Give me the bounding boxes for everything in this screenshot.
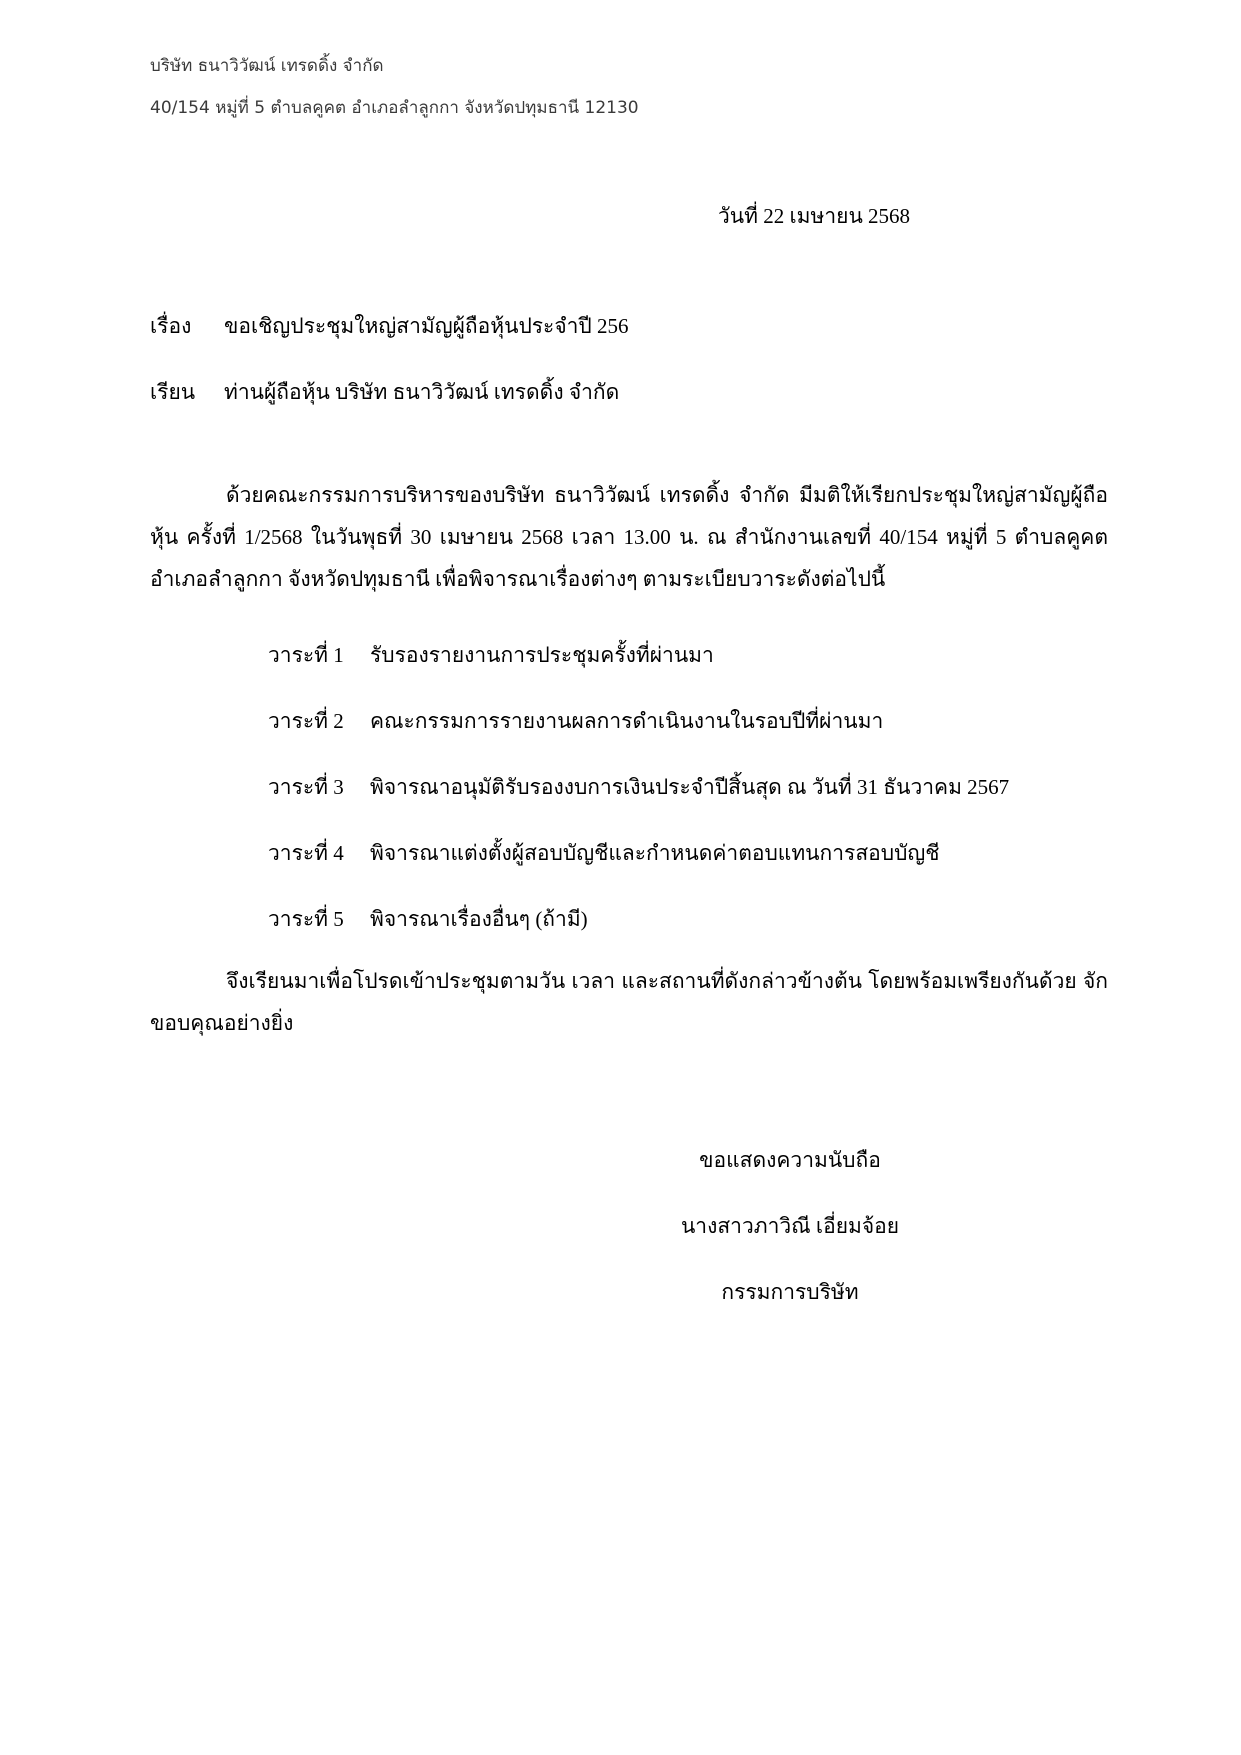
agenda-item [268,766,1009,808]
intro-paragraph: ด้วยคณะกรรมการบริหารของบริษัท ธนาวิวัฒน์ เทรดดิ้ง จำกัด มีมติให้เรียกประชุมใหญ่สามัญผู้ถือหุ้น ครั้งที่ 1/2568 ในวันพุธที่ 30 เมษายน 2568 เวลา 13.00 น. ณ สำนักงานเลขที่ 40/154 หมู่ที่ 5 ตำบลคูคต อำเภอลำลูกกา จังหวัดปทุมธานี เพื่อพิจารณาเรื่องต่างๆ ตามระเบียบวาระดังต่อไปนี้ [150,483,1108,591]
signature-closing: ขอแสดงความนับถือ [699,1148,881,1172]
agenda-number: วาระที่ 4 [268,841,344,865]
agenda-item [268,898,588,940]
agenda-number: วาระที่ 1 [268,643,344,667]
signatory-name: นางสาวภาวิณี เอี่ยมจ้อย [680,1214,900,1238]
recipient-text: ท่านผู้ถือหุ้น บริษัท ธนาวิวัฒน์ เทรดดิ้ง จำกัด [224,380,620,404]
agenda-number: วาระที่ 2 [268,709,344,733]
closing-paragraph: จึงเรียนมาเพื่อโปรดเข้าประชุมตามวัน เวลา และสถานที่ดังกล่าวข้างต้น โดยพร้อมเพรียงกันด้วย จักขอบคุณอย่างยิ่ง [150,969,1108,1035]
agenda-text: คณะกรรมการรายงานผลการดำเนินงานในรอบปีที่ผ่านมา [370,709,884,733]
signatory-title: กรรมการบริษัท [721,1280,859,1304]
company-address: 40/154 หมู่ที่ 5 ตำบลคูคต อำเภอลำลูกกา จังหวัดปทุมธานี 12130 [150,98,639,118]
subject-text: ขอเชิญประชุมใหญ่สามัญผู้ถือหุ้นประจำปี 256 [224,314,629,338]
agenda-item [268,700,883,742]
agenda-item [268,832,940,874]
letter-date: วันที่ 22 เมษายน 2568 [718,204,911,228]
agenda-text: พิจารณาแต่งตั้งผู้สอบบัญชีและกำหนดค่าตอบแทนการสอบบัญชี [370,841,940,865]
agenda-text: รับรองรายงานการประชุมครั้งที่ผ่านมา [370,643,714,667]
agenda-number: วาระที่ 5 [268,907,344,931]
agenda-text: พิจารณาอนุมัติรับรองงบการเงินประจำปีสิ้นสุด ณ วันที่ 31 ธันวาคม 2567 [370,775,1010,799]
company-name: บริษัท ธนาวิวัฒน์ เทรดดิ้ง จำกัด [150,56,384,76]
subject-label: เรื่อง [150,314,192,338]
agenda-number: วาระที่ 3 [268,775,344,799]
agenda-text: พิจารณาเรื่องอื่นๆ (ถ้ามี) [370,907,588,931]
agenda-item [268,634,714,676]
recipient-label: เรียน [150,380,196,404]
